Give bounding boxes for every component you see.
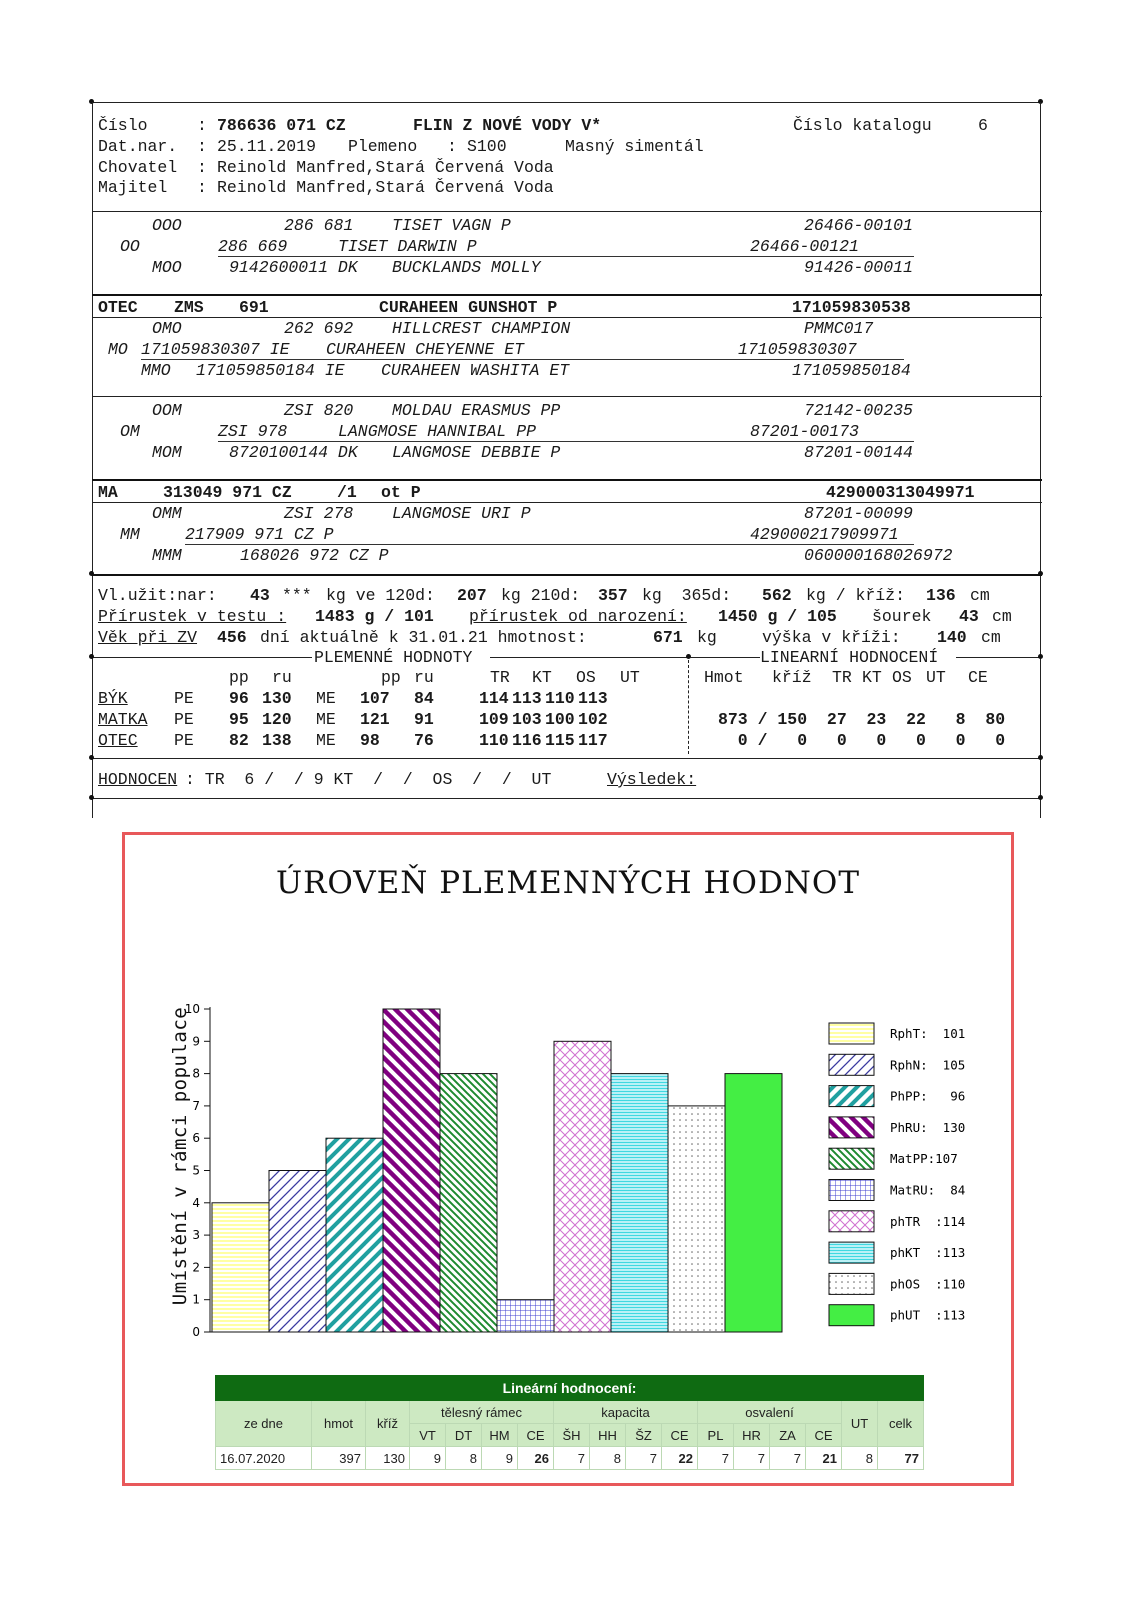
y-tick-label: 4 — [192, 1195, 200, 1210]
vysledek-label: Výsledek: — [607, 770, 697, 789]
divider — [956, 657, 1042, 658]
linear-table — [215, 1375, 924, 1470]
vl-stars: *** — [282, 586, 312, 605]
ooo-num: 286 681 — [284, 216, 354, 235]
vl-value: 43 — [250, 586, 270, 605]
bv-os: 110 — [545, 689, 575, 708]
y-tick-label: 2 — [192, 1260, 200, 1275]
ma-reg: 429000313049971 — [826, 483, 975, 502]
mmo-reg: 171059850184 — [792, 361, 911, 380]
ma-extra: /1 — [337, 483, 357, 502]
mom-reg: 87201-00144 — [804, 443, 913, 462]
linear-cell: 7 — [626, 1447, 662, 1470]
bv-row-pe: PE — [174, 689, 194, 708]
divider — [690, 657, 760, 658]
bv-row-label: BÝK — [98, 689, 128, 708]
oo-code: OO — [120, 237, 140, 256]
legend-swatch-RphN — [829, 1054, 874, 1075]
bv-row-me: ME — [316, 731, 336, 750]
omm-code: OMM — [152, 504, 182, 523]
otec-name: CURAHEEN GUNSHOT P — [379, 298, 558, 317]
colon: : — [197, 137, 207, 156]
bv-col-header: UT — [620, 668, 640, 687]
vyska-value: 140 — [937, 628, 967, 647]
lin-col-header: Hmot — [704, 668, 744, 687]
y-tick-label: 9 — [192, 1034, 200, 1049]
oo-reg: 26466-00121 — [750, 237, 859, 256]
unit-cm: cm — [981, 628, 1001, 647]
mm-num: 217909 971 CZ P — [185, 525, 334, 544]
mo-code: MO — [108, 340, 128, 359]
vek-text: dní aktuálně k 31.01.21 hmotnost: — [260, 628, 587, 647]
y-tick-label: 1 — [192, 1292, 200, 1307]
kg-kriz-label: kg / kříž: — [806, 586, 906, 605]
linear-cell: 7 — [734, 1447, 770, 1470]
colon: : — [197, 116, 207, 135]
chart-title: ÚROVEŇ PLEMENNÝCH HODNOT — [275, 865, 861, 901]
ooo-name: TISET VAGN P — [392, 216, 511, 235]
legend-swatch-MatRU — [829, 1180, 874, 1201]
legend-swatch-phUT — [829, 1305, 874, 1326]
sub-col: DT — [446, 1424, 482, 1447]
linear-cell: 8 — [590, 1447, 626, 1470]
bv-col-header: pp — [381, 668, 401, 687]
sub-col: ŠH — [554, 1424, 590, 1447]
weight-365d: 562 — [762, 586, 792, 605]
katalog-label: Číslo katalogu — [793, 116, 932, 135]
chart-ylabel: Umístění v rámci populace — [169, 1006, 191, 1306]
linear-cell: 22 — [662, 1447, 698, 1470]
oom-reg: 72142-00235 — [804, 401, 913, 420]
corner-dot — [89, 755, 94, 760]
linear-cell: 7 — [698, 1447, 734, 1470]
underline — [218, 441, 914, 442]
bv-pp: 95 — [229, 710, 249, 729]
legend-label: MatRU: 84 — [890, 1182, 966, 1198]
omo-reg: PMMC017 — [804, 319, 874, 338]
bv-col-header: pp — [229, 668, 249, 687]
plemeno-name: Masný simentál — [565, 137, 704, 156]
prirustek-test-value: 1483 g / 101 — [315, 607, 434, 626]
bv-ru: 138 — [262, 731, 292, 750]
sub-col: ŠZ — [626, 1424, 662, 1447]
oo-name: TISET DARWIN P — [338, 237, 477, 256]
divider — [92, 574, 1042, 576]
legend-swatch-MatPP — [829, 1148, 874, 1169]
y-tick-label: 7 — [192, 1098, 200, 1113]
mm-code: MM — [120, 525, 140, 544]
corner-dot — [1038, 571, 1043, 576]
y-tick-label: 8 — [192, 1066, 200, 1081]
y-tick-label: 3 — [192, 1228, 200, 1243]
bv-row-pe: PE — [174, 731, 194, 750]
mmo-code: MMO — [141, 361, 171, 380]
lin-col-header: KT — [862, 668, 882, 687]
linear-cell: 8 — [446, 1447, 482, 1470]
corner-dot — [1038, 795, 1043, 800]
chovatel-value: Reinold Manfred,Stará Červená Voda — [217, 158, 554, 177]
divider — [92, 502, 1042, 503]
legend-label: RphN: 105 — [890, 1057, 966, 1073]
hodnocen-text: : TR 6 / / 9 KT / / OS / / UT — [185, 770, 562, 789]
underline — [141, 359, 904, 360]
sub-col: CE — [662, 1424, 698, 1447]
bv-col-header: ru — [272, 668, 292, 687]
bv-col-header: KT — [532, 668, 552, 687]
sub-col: HM — [482, 1424, 518, 1447]
oom-name: MOLDAU ERASMUS PP — [392, 401, 561, 420]
mom-num: 8720100144 DK — [229, 443, 358, 462]
omo-name: HILLCREST CHAMPION — [392, 319, 571, 338]
bv-mpp: 121 — [360, 710, 390, 729]
oom-code: OOM — [152, 401, 182, 420]
legend-swatch-PhRU — [829, 1117, 874, 1138]
otec-zms: ZMS — [174, 298, 204, 317]
legend-swatch-phKT — [829, 1242, 874, 1263]
moo-num: 9142600011 DK — [229, 258, 358, 277]
sourek-value: 43 — [959, 607, 979, 626]
kriz-value: 136 — [926, 586, 956, 605]
bv-tr: 110 — [479, 731, 509, 750]
moo-code: MOO — [152, 258, 182, 277]
lin-col-header: OS — [892, 668, 912, 687]
bv-row-pe: PE — [174, 710, 194, 729]
omm-name: LANGMOSE URI P — [392, 504, 531, 523]
legend-label: phUT :113 — [890, 1307, 966, 1323]
divider — [92, 479, 1042, 481]
mmo-name: CURAHEEN WASHITA ET — [381, 361, 570, 380]
bv-ru: 130 — [262, 689, 292, 708]
legend-swatch-RphT — [829, 1023, 874, 1044]
y-tick-label: 10 — [184, 1002, 200, 1016]
om-name: LANGMOSE HANNIBAL PP — [338, 422, 537, 441]
linear-cell: 8 — [842, 1447, 878, 1470]
datnar-label: Dat.nar. — [98, 137, 178, 156]
unit-cm: cm — [970, 586, 990, 605]
bv-col-header: OS — [576, 668, 596, 687]
majitel-value: Reinold Manfred,Stará Červená Voda — [217, 178, 554, 197]
bar-phUT — [725, 1074, 782, 1332]
bv-ut: 113 — [578, 689, 608, 708]
omo-code: OMO — [152, 319, 182, 338]
ooo-reg: 26466-00101 — [804, 216, 913, 235]
sub-col: HH — [590, 1424, 626, 1447]
legend-label: MatPP:107 — [890, 1151, 958, 1167]
bar-RphN — [269, 1171, 326, 1333]
moo-name: BUCKLANDS MOLLY — [392, 258, 541, 277]
ooo-code: OOO — [152, 216, 182, 235]
right-border — [1040, 102, 1041, 818]
y-tick-label: 0 — [192, 1325, 200, 1339]
prirustek-narozeni-label: přírustek od narození: — [469, 607, 687, 626]
om-num: ZSI 978 — [218, 422, 288, 441]
om-reg: 87201-00173 — [750, 422, 859, 441]
plemeno-value: S100 — [467, 137, 507, 156]
mom-name: LANGMOSE DEBBIE P — [392, 443, 561, 462]
linear-cell: 16.07.2020 — [216, 1447, 312, 1470]
prirustek-narozeni-value: 1450 g / 105 — [718, 607, 837, 626]
mmm-num: 168026 972 CZ P — [240, 546, 389, 565]
majitel-label: Majitel — [98, 178, 168, 197]
legend-label: PhPP: 96 — [890, 1088, 966, 1104]
colon: : — [447, 137, 457, 156]
y-tick-label: 6 — [192, 1131, 200, 1146]
mm-reg: 429000217909971 — [750, 525, 899, 544]
linearni-hodnoceni-title: LINEARNÍ HODNOCENÍ — [760, 648, 939, 667]
kg-ve-label: kg ve 120d: — [326, 586, 435, 605]
bv-kt: 116 — [512, 731, 542, 750]
omo-num: 262 692 — [284, 319, 354, 338]
chart-panel — [122, 832, 1014, 1486]
col-kriz: kříž — [366, 1401, 410, 1447]
mo-reg: 171059830307 — [738, 340, 857, 359]
mo-name: CURAHEEN CHEYENNE ET — [326, 340, 525, 359]
mom-code: MOM — [152, 443, 182, 462]
om-code: OM — [120, 422, 140, 441]
cislo-label: Číslo — [98, 116, 148, 135]
col-ut: UT — [842, 1401, 878, 1447]
legend-label: phKT :113 — [890, 1245, 966, 1261]
left-border — [92, 102, 93, 818]
bv-row-label: OTEC — [98, 731, 138, 750]
bv-row-me: ME — [316, 710, 336, 729]
ma-code: MA — [98, 483, 118, 502]
bv-ru: 120 — [262, 710, 292, 729]
bar-MatPP — [440, 1074, 497, 1332]
ma-ot: ot P — [381, 483, 421, 502]
otec-reg: 171059830538 — [792, 298, 911, 317]
legend-label: phOS :110 — [890, 1276, 966, 1292]
divider — [92, 758, 1042, 759]
plemeno-label: Plemeno — [348, 137, 418, 156]
bv-tr: 114 — [479, 689, 509, 708]
col-zedne: ze dne — [216, 1401, 312, 1447]
unit-cm: cm — [992, 607, 1012, 626]
oo-num: 286 669 — [218, 237, 288, 256]
moo-reg: 91426-00011 — [804, 258, 913, 277]
mo-num: 171059830307 IE — [141, 340, 290, 359]
unit-kg: kg — [697, 628, 717, 647]
top-border — [92, 102, 1042, 103]
y-tick-label: 5 — [192, 1163, 200, 1178]
group-kapacita: kapacita — [554, 1401, 698, 1424]
divider — [490, 657, 688, 658]
lin-col-header: UT — [926, 668, 946, 687]
bv-mpp: 107 — [360, 689, 390, 708]
legend-swatch-phOS — [829, 1273, 874, 1294]
oom-num: ZSI 820 — [284, 401, 354, 420]
sub-col: PL — [698, 1424, 734, 1447]
divider — [92, 396, 1042, 397]
bv-pp: 96 — [229, 689, 249, 708]
bv-row-me: ME — [316, 689, 336, 708]
bv-ut: 102 — [578, 710, 608, 729]
section-separator — [688, 660, 689, 754]
bar-phOS — [668, 1106, 725, 1332]
corner-dot — [1038, 755, 1043, 760]
bar-MatRU — [497, 1300, 554, 1332]
bv-pp: 82 — [229, 731, 249, 750]
vek-label: Věk při ZV — [98, 628, 198, 647]
linear-cell: 397 — [312, 1447, 366, 1470]
sub-col: HR — [734, 1424, 770, 1447]
divider — [92, 317, 1042, 318]
chovatel-label: Chovatel — [98, 158, 178, 177]
otec-code: OTEC — [98, 298, 138, 317]
linear-cell: 7 — [554, 1447, 590, 1470]
bv-mru: 76 — [414, 731, 434, 750]
mmo-num: 171059850184 IE — [196, 361, 345, 380]
bv-kt: 103 — [512, 710, 542, 729]
underline — [218, 256, 914, 257]
linear-cell: 26 — [518, 1447, 554, 1470]
bar-chart — [125, 835, 1011, 1375]
group-ramec: tělesný rámec — [410, 1401, 554, 1424]
bv-mru: 84 — [414, 689, 434, 708]
linear-cell: 9 — [482, 1447, 518, 1470]
linear-cell: 9 — [410, 1447, 446, 1470]
divider — [92, 211, 1042, 212]
bv-col-header: ru — [414, 668, 434, 687]
bar-RphT — [212, 1203, 269, 1332]
mmm-code: MMM — [152, 546, 182, 565]
vl-label: Vl.užit:nar: — [98, 586, 217, 605]
sub-col: VT — [410, 1424, 446, 1447]
prirustek-test-label: Přírustek v testu : — [98, 607, 287, 626]
hmotnost-value: 671 — [653, 628, 683, 647]
ma-num: 313049 971 CZ — [163, 483, 292, 502]
mmm-reg: 060000168026972 — [804, 546, 953, 565]
kg-210-label: kg 210d: — [501, 586, 581, 605]
bv-kt: 113 — [512, 689, 542, 708]
divider — [92, 657, 312, 658]
bv-os: 100 — [545, 710, 575, 729]
breeding-card — [92, 96, 1042, 826]
lin-col-header: TR — [832, 668, 852, 687]
colon: : — [197, 158, 207, 177]
lin-col-header: kříž — [772, 668, 812, 687]
linear-cell: 7 — [770, 1447, 806, 1470]
legend-label: phTR :114 — [890, 1213, 966, 1229]
bv-mru: 91 — [414, 710, 434, 729]
bv-row-label: MATKA — [98, 710, 148, 729]
plemenne-hodnoty-title: PLEMENNÉ HODNOTY — [314, 648, 473, 667]
kg-365-label: kg 365d: — [642, 586, 732, 605]
legend-swatch-phTR — [829, 1211, 874, 1232]
sub-col: CE — [518, 1424, 554, 1447]
linear-cell: 77 — [878, 1447, 924, 1470]
col-celk: celk — [878, 1401, 924, 1447]
lin-col-header: CE — [968, 668, 988, 687]
legend-label: RphT: 101 — [890, 1026, 966, 1041]
bv-os: 115 — [545, 731, 575, 750]
legend-label: PhRU: 130 — [890, 1119, 966, 1135]
bar-PhRU — [383, 1009, 440, 1332]
lin-row-values: 873 / 150 27 23 22 8 80 — [718, 710, 1006, 729]
colon: : — [197, 178, 207, 197]
underline — [185, 544, 914, 545]
katalog-value: 6 — [978, 116, 988, 135]
bar-PhPP — [326, 1138, 383, 1332]
sourek-label: šourek — [872, 607, 932, 626]
otec-num: 691 — [239, 298, 269, 317]
bv-col-header: TR — [490, 668, 510, 687]
corner-dot — [89, 571, 94, 576]
linear-cell: 21 — [806, 1447, 842, 1470]
bv-tr: 109 — [479, 710, 509, 729]
bar-phTR — [554, 1041, 611, 1332]
bottom-border — [92, 798, 1042, 799]
legend-swatch-PhPP — [829, 1086, 874, 1107]
vyska-label: výška v kříži: — [762, 628, 901, 647]
weight-120d: 207 — [457, 586, 487, 605]
omm-reg: 87201-00099 — [804, 504, 913, 523]
group-osvaleni: osvalení — [698, 1401, 842, 1424]
sub-col: CE — [806, 1424, 842, 1447]
linear-cell: 130 — [366, 1447, 410, 1470]
linear-title: Lineární hodnocení: — [216, 1376, 924, 1401]
corner-dot — [89, 795, 94, 800]
col-hmot: hmot — [312, 1401, 366, 1447]
weight-210d: 357 — [598, 586, 628, 605]
lin-row-values: 0 / 0 0 0 0 0 0 — [718, 731, 1006, 750]
bar-phKT — [611, 1074, 668, 1332]
sub-col: ZA — [770, 1424, 806, 1447]
animal-name: FLIN Z NOVÉ VODY V* — [413, 116, 602, 135]
bv-mpp: 98 — [360, 731, 380, 750]
cislo-value: 786636 071 CZ — [217, 116, 346, 135]
corner-dot — [89, 654, 94, 659]
divider — [92, 294, 1042, 296]
datnar-value: 25.11.2019 — [217, 137, 317, 156]
hodnocen-label: HODNOCEN — [98, 770, 178, 789]
omm-num: ZSI 278 — [284, 504, 354, 523]
bv-ut: 117 — [578, 731, 608, 750]
corner-dot — [1038, 654, 1043, 659]
vek-value: 456 — [217, 628, 247, 647]
